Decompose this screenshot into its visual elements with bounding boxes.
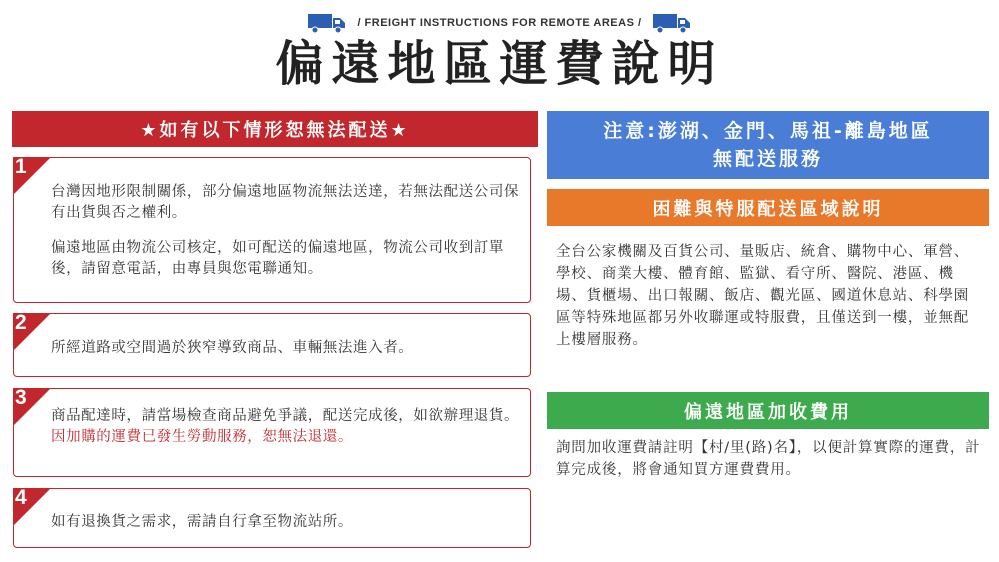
surcharge-text: 詢問加收運費請註明【村/里(路)名】，以便計算實際的運費，計算完成後，將會通知買方運費費用。 [556, 440, 981, 478]
island-notice-line-2: 無配送服務 [712, 148, 823, 170]
restriction-card-4 [13, 488, 531, 548]
card-text: 如有退換貨之需求，需請自行拿至物流站所。 [51, 514, 353, 530]
subtitle-row [0, 12, 999, 34]
special-area-header: 困難與特服配送區域說明 [547, 189, 989, 226]
card-text [51, 406, 521, 448]
restriction-card-1 [13, 157, 531, 303]
restriction-card-2 [13, 313, 531, 377]
restriction-header: ★如有以下情形恕無法配送★ [12, 111, 538, 147]
special-area-text: 全台公家機關及百貨公司、量販店、統倉、購物中心、軍營、學校、商業大樓、體育館、監獄、看守所、醫院、港區、機場、貨櫃場、出口報關、飯店、觀光區、國道休息站、科學園區等特殊地區都另外收聯運或特服費，且僅送到一樓，並無配上樓層服務。 [556, 244, 970, 348]
card-text-normal: 商品配達時，請當場檢查商品避免爭議，配送完成後，如欲辦理退貨。 [51, 408, 520, 424]
truck-icon [307, 12, 347, 34]
page-subtitle: / FREIGHT INSTRUCTIONS FOR REMOTE AREAS / [357, 17, 642, 29]
restriction-card-3 [13, 388, 531, 477]
number-badge: 4 [13, 488, 51, 526]
card-text: 偏遠地區由物流公司核定，如可配送的偏遠地區，物流公司收到訂單後，請留意電話，由專員與您電聯通知。 [51, 240, 504, 277]
number-badge: 3 [13, 388, 51, 426]
page-title: 偏遠地區運費說明 [275, 36, 724, 92]
card-text: 台灣因地形限制關係，部分偏遠地區物流無法送達，若無法配送公司保有出貨與否之權利。 [51, 184, 520, 221]
island-notice [547, 111, 989, 179]
truck-icon [652, 12, 692, 34]
surcharge-header: 偏遠地區加收費用 [547, 392, 989, 429]
island-notice-line-1: 注意:澎湖、金門、馬祖-離島地區 [603, 120, 933, 142]
card-text: 所經道路或空間過於狹窄導致商品、車輛無法進入者。 [51, 340, 414, 356]
number-badge: 2 [13, 313, 51, 351]
number-badge: 1 [13, 157, 51, 195]
card-text-warning: 因加購的運費已發生勞動服務，恕無法退還。 [51, 429, 353, 445]
